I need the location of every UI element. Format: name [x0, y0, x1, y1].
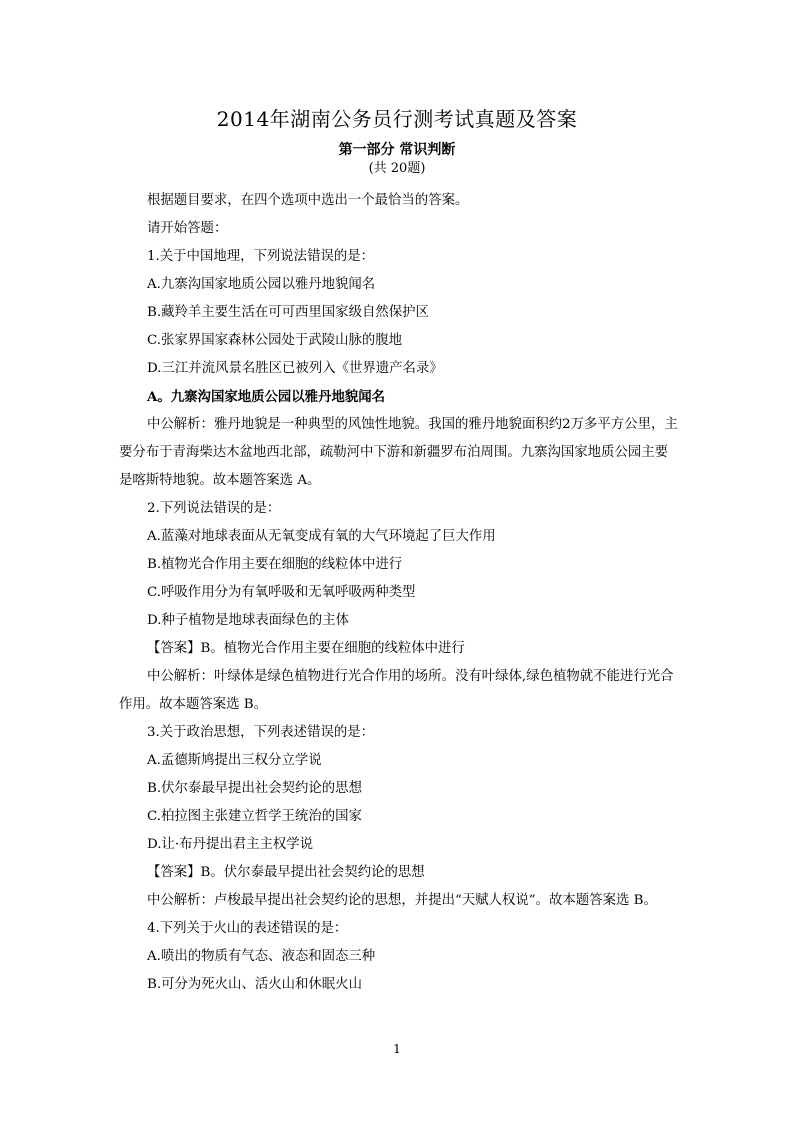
option-d: D.三江并流风景名胜区已被列入《世界遗产名录》 — [147, 361, 443, 376]
analysis-paragraph: 中公解析：雅丹地貌是一种典型的风蚀性地貌。我国的雅丹地貌面积约2万多平方公里，主要分布于青海柴达木盆地西北部，疏勒河中下游和新疆罗布泊周围。九寨沟国家地质公园主要是喀斯特地貌。故本题答案选 A。 — [119, 417, 678, 488]
analysis-paragraph: 中公解析：叶绿体是绿色植物进行光合作用的场所。没有叶绿体,绿色植物就不能进行光合作用。故本题答案选 B。 — [119, 669, 674, 712]
option-a: A.孟德斯鸠提出三权分立学说 — [147, 753, 322, 768]
question-stem: 1.关于中国地理，下列说法错误的是： — [147, 249, 375, 264]
option-d: D.种子植物是地球表面绿色的主体 — [147, 613, 349, 628]
option-c: C.张家界国家森林公园处于武陵山脉的腹地 — [147, 333, 403, 348]
start-prompt: 请开始答题： — [147, 221, 228, 236]
instructions: 根据题目要求，在四个选项中选出一个最恰当的答案。 — [147, 193, 469, 208]
option-b: B.可分为死火山、活火山和休眠火山 — [147, 977, 362, 992]
document-body — [119, 187, 679, 999]
option-b: B.植物光合作用主要在细胞的线粒体中进行 — [147, 557, 403, 572]
question-stem: 4.下列关于火山的表述错误的是： — [147, 921, 348, 936]
answer-line: A。九寨沟国家地质公园以雅丹地貌闻名 — [147, 389, 386, 405]
page-number: 1 — [393, 1042, 401, 1056]
option-a: A.蓝藻对地球表面从无氧变成有氧的大气环境起了巨大作用 — [147, 529, 496, 544]
option-c: C.呼吸作用分为有氧呼吸和无氧呼吸两种类型 — [147, 585, 416, 600]
document-title: 2014年湖南公务员行测考试真题及答案 — [216, 107, 578, 131]
option-a: A.喷出的物质有气态、液态和固态三种 — [147, 949, 376, 964]
question-count: (共 20题) — [368, 161, 426, 176]
option-b: B.藏羚羊主要生活在可可西里国家级自然保护区 — [147, 305, 429, 320]
option-a: A.九寨沟国家地质公园以雅丹地貌闻名 — [147, 277, 376, 292]
option-d: D.让·布丹提出君主主权学说 — [147, 837, 314, 852]
option-b: B.伏尔泰最早提出社会契约论的思想 — [147, 781, 362, 796]
option-c: C.柏拉图主张建立哲学王统治的国家 — [147, 809, 362, 824]
answer-line: 【答案】B。伏尔泰最早提出社会契约论的思想 — [147, 865, 425, 880]
section-heading: 第一部分 常识判断 — [338, 142, 456, 158]
question-stem: 3.关于政治思想，下列表述错误的是： — [147, 725, 375, 740]
analysis-paragraph: 中公解析：卢梭最早提出社会契约论的思想，并提出“天赋人权说”。故本题答案选 B。 — [147, 893, 657, 908]
question-stem: 2.下列说法错误的是： — [147, 501, 281, 516]
answer-line: 【答案】B。植物光合作用主要在细胞的线粒体中进行 — [147, 641, 465, 656]
